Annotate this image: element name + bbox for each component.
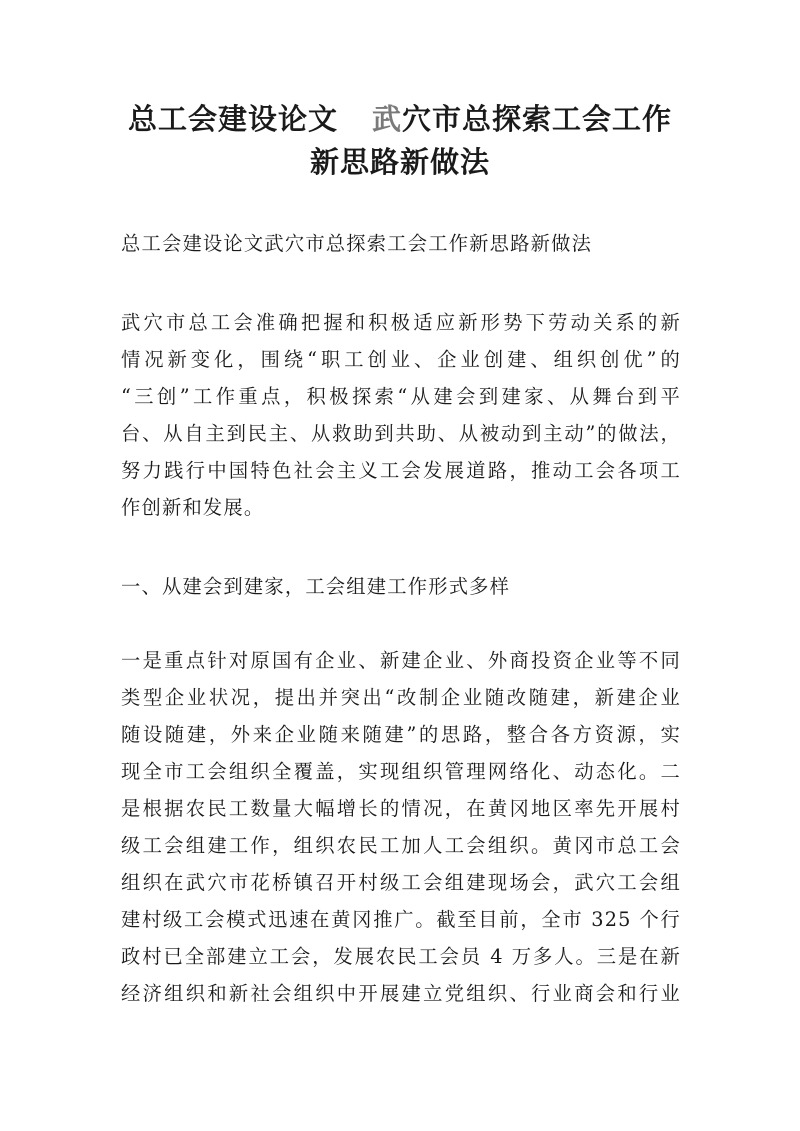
paragraph-2-line: 建村级工会模式迅速在黄冈推广。截至目前，全市 325 个行 [121,908,681,931]
section-1-heading: 一、从建会到建家，工会组建工作形式多样 [121,575,511,598]
title-part-2: 穴市总探索工会工作 [402,102,673,136]
paragraph-2-line: 政村已全部建立工会，发展农民工会员 4 万多人。三是在新 [121,945,681,968]
paragraph-1-line: “三创”工作重点，积极探索“从建会到建家、从舞台到平 [121,385,681,408]
paragraph-2-line: 一是重点针对原国有企业、新建企业、外商投资企业等不同 [121,649,681,672]
paragraph-2-line: 类型企业状况，提出并突出“改制企业随改随建，新建企业 [121,686,681,709]
paragraph-2-line: 是根据农民工数量大幅增长的情况，在黄冈地区率先开展村 [121,797,681,820]
paragraph-2-line: 组织在武穴市花桥镇召开村级工会组建现场会，武穴工会组 [121,871,681,894]
document-title-line-2: 新思路新做法 [309,145,490,179]
paragraph-2-line: 级工会组建工作，组织农民工加人工会组织。黄冈市总工会 [121,834,681,857]
paragraph-2-line: 现全市工会组织全覆盖，实现组织管理网络化、动态化。二 [121,760,681,783]
paragraph-1-line: 作创新和发展。 [121,496,265,519]
paragraph-1-line: 情况新变化，围绕“职工创业、企业创建、组织创优”的 [121,348,681,371]
paragraph-2-line: 随设随建，外来企业随来随建”的思路，整合各方资源，实 [121,723,681,746]
document-subtitle: 总工会建设论文武穴市总探索工会工作新思路新做法 [121,232,593,255]
paragraph-1-line: 台、从自主到民主、从救助到共助、从被动到主动”的做法， [121,422,681,445]
title-part-1: 总工会建设论文 [127,102,338,136]
title-highlighted-char: 武 [371,102,402,136]
document-title-line-1 [100,103,700,135]
paragraph-1-line: 武穴市总工会准确把握和积极适应新形势下劳动关系的新 [121,311,681,334]
paragraph-2-line: 经济组织和新社会组织中开展建立党组织、行业商会和行业 [121,982,681,1005]
paragraph-1-line: 努力践行中国特色社会主义工会发展道路，推动工会各项工 [121,459,681,482]
